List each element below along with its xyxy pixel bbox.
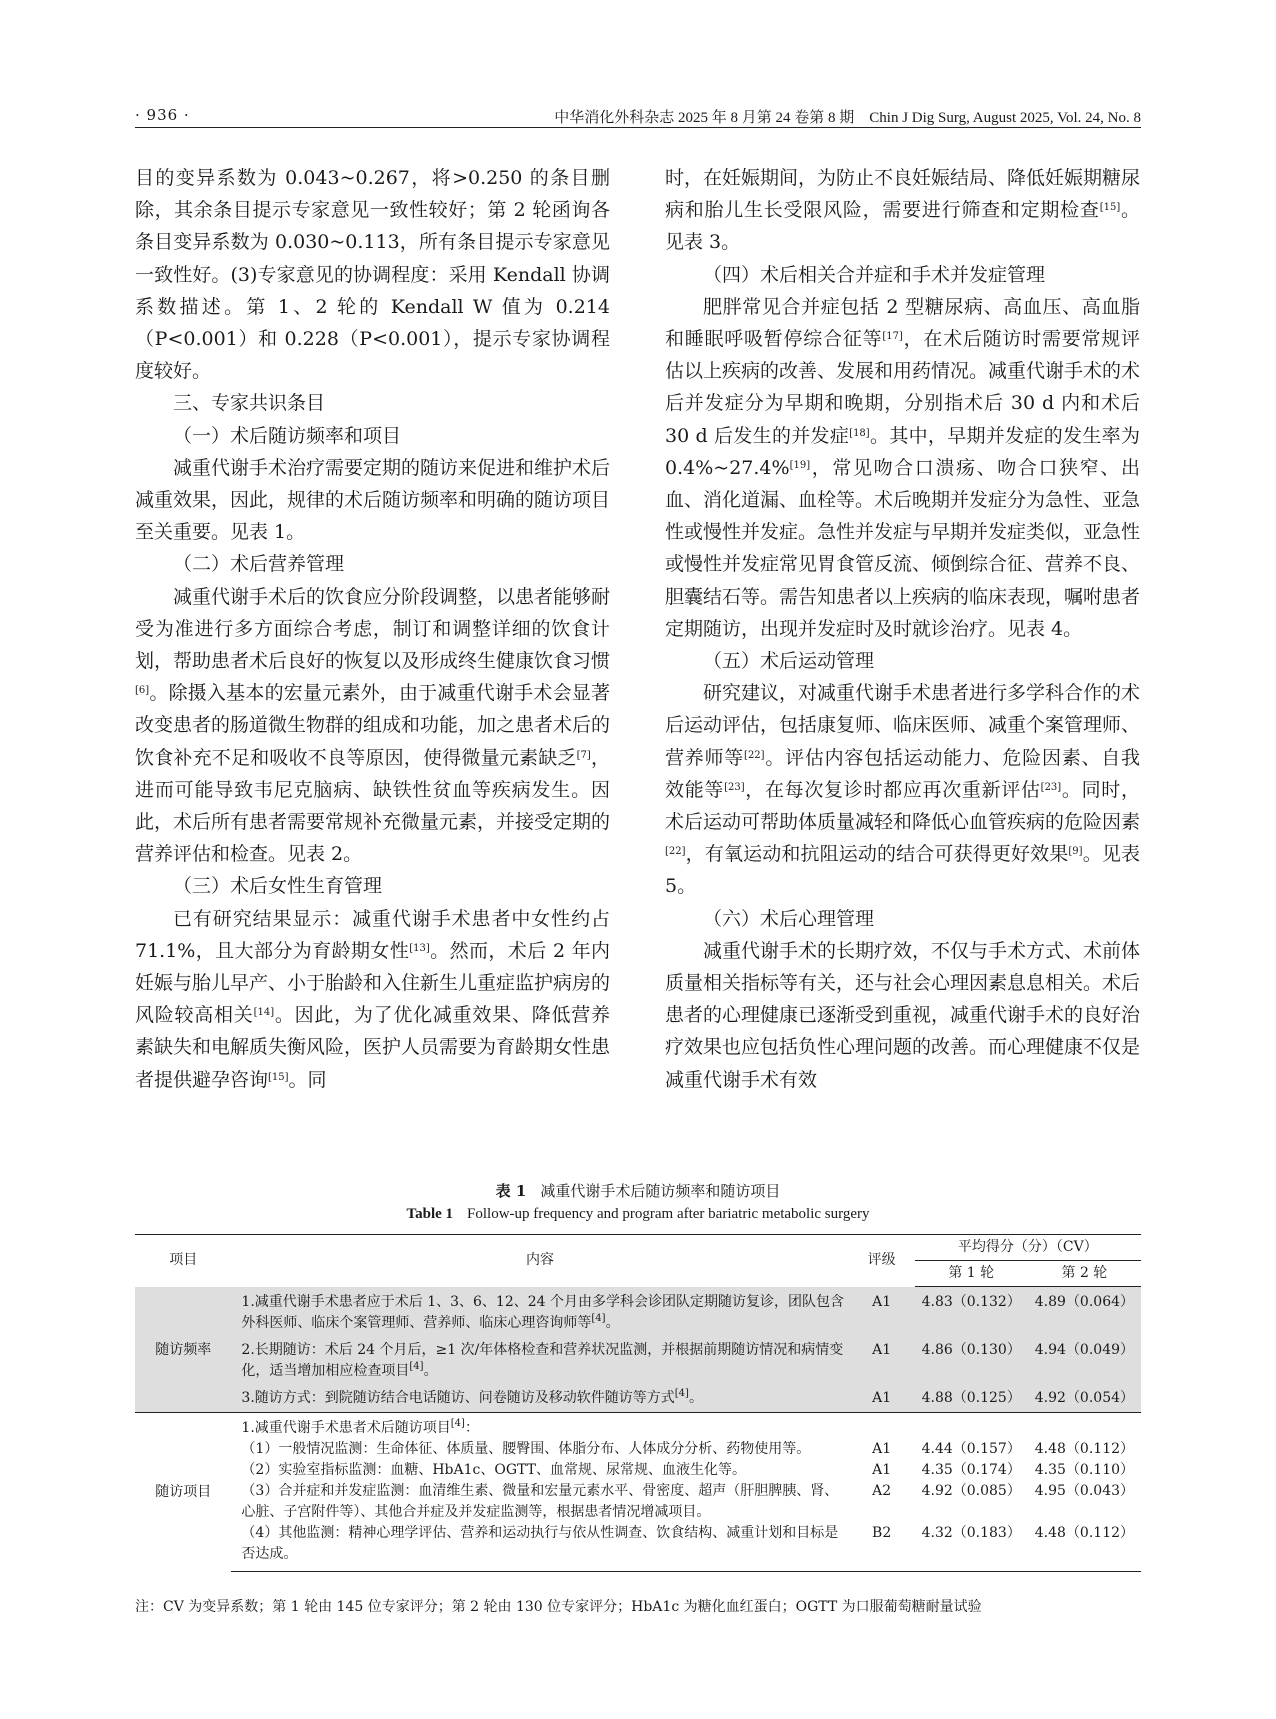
cell-round2: 4.48（0.112） [1028,1523,1141,1572]
col-header-round2: 第 2 轮 [1028,1261,1141,1287]
cell-level: A1 [849,1287,915,1337]
header-rule [135,127,1141,128]
citation-ref[interactable]: [9] [1068,846,1083,858]
cell-round1: 4.32（0.183） [915,1523,1028,1572]
table-row [135,1481,1141,1523]
citation-ref[interactable]: [14] [253,1007,275,1019]
cell-round1: 4.35（0.174） [921,1461,1021,1478]
right-column [665,162,1140,1096]
cell-round2: 4.48（0.112） [1034,1440,1135,1457]
col-header-score: 平均得分（分）（CV） [915,1235,1141,1261]
cell-round2: 4.94（0.049） [1028,1337,1141,1385]
paragraph: 已有研究结果显示：减重代谢手术患者中女性约占 71.1%，且大部分为育龄期女性[13]。然而，术后 2 年内妊娠与胎儿早产、小于胎龄和入住新生儿重症监护病房的风险较高相关[14]。因此，为了优化减重效果、降低营养素缺失和电解质失衡风险，医护人员需要为育龄期女性患者提供避孕咨询[15]。同 [135,907,611,1091]
table-row [135,1385,1141,1413]
subsection-heading: （三）术后女性生育管理 [173,875,383,898]
cell-content: 3.随访方式：到院随访结合电话随访、问卷随访及移动软件随访等方式[4]。 [231,1385,848,1413]
cell-content: （1）一般情况监测：生命体征、体质量、腰臀围、体脂分布、人体成分分析、药物使用等。 [241,1440,811,1457]
cell-level: A1 [872,1440,892,1457]
subsection-heading: （六）术后心理管理 [703,907,875,930]
cell-level: A1 [849,1385,915,1413]
cell-round2: 4.95（0.043） [1034,1482,1135,1499]
citation-ref[interactable]: [18] [849,427,870,439]
subsection-heading: （五）术后运动管理 [703,650,875,673]
citation-ref[interactable]: [7] [576,749,591,761]
table-1 [135,1234,1141,1572]
col-header-content: 内容 [231,1235,848,1287]
table-row [135,1412,1141,1439]
table-row [135,1460,1141,1481]
table-row [135,1523,1141,1572]
citation-ref[interactable]: [13] [409,942,430,954]
col-header-round1: 第 1 轮 [915,1261,1028,1287]
subsection-heading: （四）术后相关合并症和手术并发症管理 [703,263,1046,286]
citation-ref[interactable]: [15] [1099,202,1121,214]
col-header-item: 项目 [135,1235,231,1287]
table-row [135,1287,1141,1337]
citation-ref[interactable]: [15] [268,1071,289,1083]
left-column [135,162,610,1096]
cell-level: B2 [849,1523,915,1572]
cell-content: （3）合并症和并发症监测：血清维生素、微量和宏量元素水平、骨密度、超声（肝胆脾胰、肾、心脏、子宫附件等）、其他合并症及并发症监测等，根据患者情况增减项目。 [241,1482,839,1520]
citation-ref[interactable]: [23] [1040,781,1062,793]
citation-ref[interactable]: [23] [724,781,745,793]
table-caption-cn: 表 1 减重代谢手术后随访频率和随访项目 [495,1182,781,1200]
paragraph: 减重代谢手术的长期疗效，不仅与手术方式、术前体质量相关指标等有关，还与社会心理因素息息相关。术后患者的心理健康已逐渐受到重视，减重代谢手术的良好治疗效果也应包括负性心理问题的改善。而心理健康不仅是减重代谢手术有效 [665,939,1141,1091]
table-row [135,1439,1141,1460]
paragraph: 减重代谢手术治疗需要定期的随访来促进和维护术后减重效果，因此，规律的术后随访频率和明确的随访项目至关重要。见表 1。 [135,456,611,544]
cell-level: A1 [849,1337,915,1385]
citation-ref[interactable]: [17] [882,331,903,343]
paragraph: 肥胖常见合并症包括 2 型糖尿病、高血压、高血脂和睡眠呼吸暂停综合征等[17]，在术后随访时需要常规评估以上疾病的改善、发展和用药情况。减重代谢手术的术后并发症分为早期和晚期，分别指术后 30 d 内和术后 30 d 后发生的并发症[18]。其中，早期并发症的发生率为 0.4%~27.4%[19]，常见吻合口溃疡、吻合口狭窄、出血、消化道漏、血栓等。术后晚期并发症分为急性、亚急性或慢性并发症。急性并发症与早期并发症类似，亚急性或慢性并发症常见胃食管反流、倾倒综合征、营养不良、胆囊结石等。需告知患者以上疾病的临床表现，嘱咐患者定期随访，出现并发症时及时就诊治疗。见表 4。 [665,295,1141,640]
cell-round1: 4.88（0.125） [915,1385,1028,1413]
cell-round1: 4.44（0.157） [921,1440,1021,1457]
citation-ref[interactable]: [22] [665,846,686,858]
cell-level: A2 [872,1482,892,1499]
cell-level: A1 [872,1461,892,1478]
cell-round1: 4.92（0.085） [921,1482,1021,1499]
cell-content: （4）其他监测：精神心理学评估、营养和运动执行与依从性调查、饮食结构、减重计划和目标是否达成。 [231,1523,848,1572]
section-heading: 三、专家共识条目 [173,392,326,415]
journal-citation: 中华消化外科杂志 2025 年 8 月第 24 卷第 8 期 Chin J Dig Surg, August 2025, Vol. 24, No. 8 [554,110,1141,126]
paragraph: 时，在妊娠期间，为防止不良妊娠结局、降低妊娠期糖尿病和胎儿生长受限风险，需要进行筛查和定期检查[15]。见表 3。 [665,167,1141,254]
citation-ref[interactable]: [22] [744,749,765,761]
cell-content: 1.减重代谢手术患者应于术后 1、3、6、12、24 个月由多学科会诊团队定期随访复诊，团队包含外科医师、临床个案管理师、营养师、临床心理咨询师等[4]。 [231,1287,848,1337]
cell-content: 2.长期随访：术后 24 个月后，≥1 次/年体格检查和营养状况监测，并根据前期随访情况和病情变化，适当增加相应检查项目[4]。 [231,1337,848,1385]
paragraph: 减重代谢手术后的饮食应分阶段调整，以患者能够耐受为准进行多方面综合考虑，制订和调整详细的饮食计划，帮助患者术后良好的恢复以及形成终生健康饮食习惯[6]。除摄入基本的宏量元素外，由于减重代谢手术会显著改变患者的肠道微生物群的组成和功能，加之患者术后的饮食补充不足和吸收不良等原因，使得微量元素缺乏[7]，进而可能导致韦尼克脑病、缺铁性贫血等疾病发生。因此，术后所有患者需要常规补充微量元素，并接受定期的营养评估和检查。见表 2。 [135,585,611,866]
cell-round1: 4.83（0.132） [915,1287,1028,1337]
cell-round2: 4.35（0.110） [1034,1461,1135,1478]
subsection-heading: （二）术后营养管理 [173,553,345,576]
page-number: · 936 · [135,106,190,124]
row-group-label: 随访项目 [135,1412,231,1571]
citation-ref[interactable]: [6] [135,685,150,697]
cell-content: 1.减重代谢手术患者术后随访项目[4]： [231,1412,848,1439]
col-header-level: 评级 [849,1235,915,1287]
cell-content: （2）实验室指标监测：血糖、HbA1c、OGTT、血常规、尿常规、血液生化等。 [241,1461,746,1478]
paragraph: 研究建议，对减重代谢手术患者进行多学科合作的术后运动评估，包括康复师、临床医师、减重个案管理师、营养师等[22]。评估内容包括运动能力、危险因素、自我效能等[23]，在每次复诊时都应再次重新评估[23]。同时，术后运动可帮助体质量减轻和降低心血管疾病的危险因素[22]，有氧运动和抗阻运动的结合可获得更好效果[9]。见表 5。 [665,682,1141,898]
table-note: 注：CV 为变异系数；第 1 轮由 145 位专家评分；第 2 轮由 130 位专家评分；HbA1c 为糖化血红蛋白；OGTT 为口服葡萄糖耐量试验 [135,1599,982,1615]
subsection-heading: （一）术后随访频率和项目 [173,424,402,447]
paragraph: 目的变异系数为 0.043~0.267，将>0.250 的条目删除，其余条目提示专家意见一致性较好；第 2 轮函询各条目变异系数为 0.030~0.113，所有条目提示专家意见一致性好。(3)专家意见的协调程度：采用 Kendall 协调系数描述。第 1、2 轮的 Kendall W 值为 0.214（P<0.001）和 0.228（P<0.001），提示专家协调程度较好。 [135,167,610,383]
citation-ref[interactable]: [19] [789,459,811,471]
cell-round1: 4.86（0.130） [915,1337,1028,1385]
table-caption-en: Table 1 Follow-up frequency and program after bariatric metabolic surgery [406,1206,870,1222]
table-row [135,1337,1141,1385]
cell-round2: 4.92（0.054） [1028,1385,1141,1413]
cell-round2: 4.89（0.064） [1028,1287,1141,1337]
row-group-label: 随访频率 [135,1287,231,1413]
